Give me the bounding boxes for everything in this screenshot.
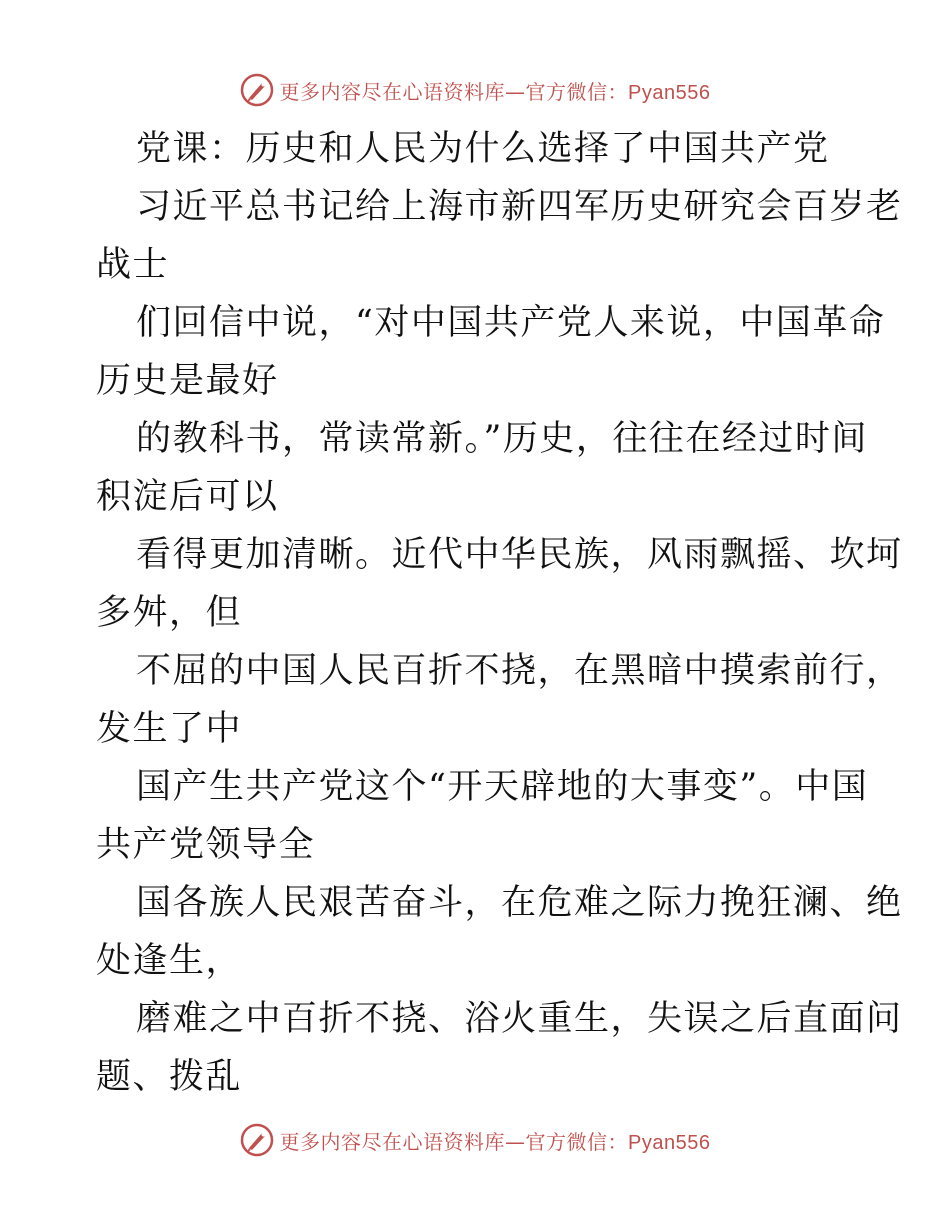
text-line: 处逢生， — [96, 941, 243, 981]
footer-banner-text: 更多内容尽在心语资料库—官方微信：Pyan556 — [279, 1129, 711, 1154]
quill-pen-icon — [240, 73, 274, 107]
text-line: 战士 — [96, 245, 170, 285]
text-line: 国各族人民艰苦奋斗，在危难之际力挽狂澜、绝 — [136, 883, 903, 923]
document-title: 党课：历史和人民为什么选择了中国共产党 — [136, 129, 830, 169]
text-line: 看得更加清晰。近代中华民族，风雨飘摇、坎坷 — [136, 535, 903, 575]
text-line: 题、拨乱 — [96, 1057, 243, 1097]
document-body — [96, 120, 903, 1106]
text-line: 的教科书，常读常新。”历史，往往在经过时间 — [136, 419, 868, 459]
header-banner — [0, 70, 950, 110]
header-banner-text: 更多内容尽在心语资料库—官方微信：Pyan556 — [279, 79, 711, 104]
text-line: 积淀后可以 — [96, 477, 279, 517]
text-line: 历史是最好 — [96, 361, 279, 401]
text-line: 习近平总书记给上海市新四军历史研究会百岁老 — [136, 187, 903, 227]
quill-pen-icon — [240, 1123, 274, 1157]
text-line: 们回信中说，“对中国共产党人来说，中国革命 — [136, 303, 886, 343]
text-line: 多舛，但 — [96, 593, 243, 633]
text-line: 磨难之中百折不挠、浴火重生，失误之后直面问 — [136, 999, 903, 1039]
footer-banner — [0, 1120, 950, 1160]
text-line: 国产生共产党这个“开天辟地的大事变”。中国 — [136, 767, 869, 807]
text-line: 不屈的中国人民百折不挠，在黑暗中摸索前行， — [136, 651, 903, 691]
text-line: 发生了中 — [96, 709, 243, 749]
text-line: 共产党领导全 — [96, 825, 316, 865]
